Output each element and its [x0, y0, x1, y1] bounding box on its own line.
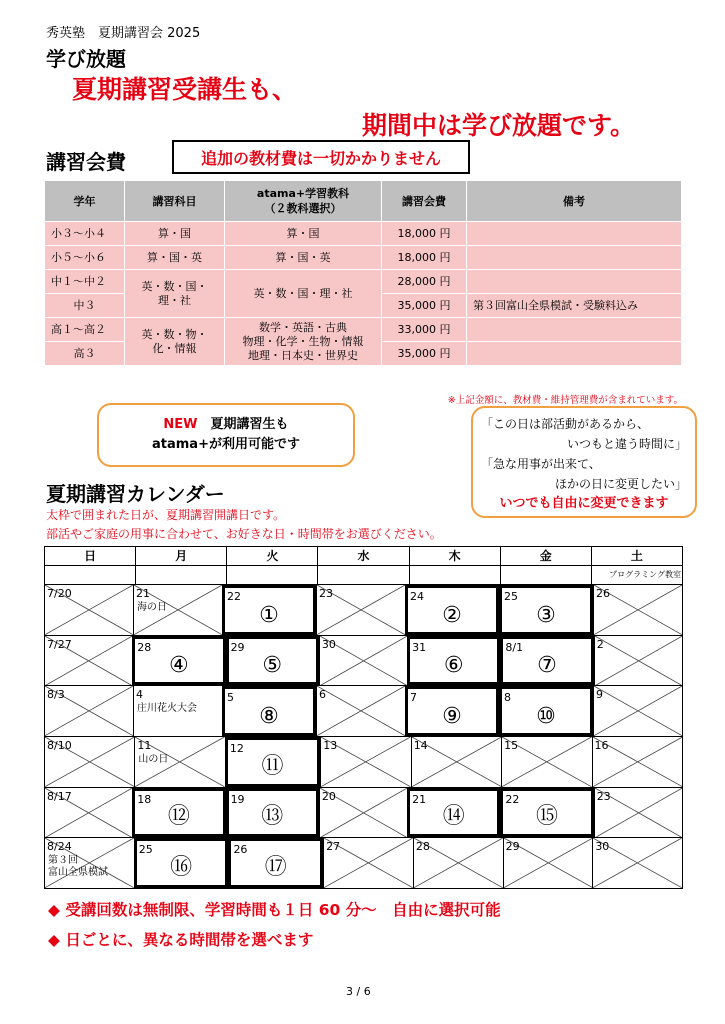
day-number: 29 — [230, 640, 245, 654]
session-number: ⑬ — [261, 804, 284, 830]
quote-1a: 「この日は部活動があるから、 — [481, 417, 650, 431]
header-fee: 講習会費 — [382, 181, 467, 222]
session-number: ⑨ — [442, 704, 462, 730]
fee-cell: 33,000 円 — [382, 318, 467, 342]
calendar-intro-2: 部活やご家庭の用事に合わせて、お好きな日・時間帯をお選びください。 — [46, 527, 442, 541]
calendar-day — [45, 636, 132, 686]
calendar-day-session — [500, 636, 593, 686]
day-number: 26 — [233, 843, 248, 857]
calendar-day — [593, 686, 682, 736]
quote-2a: 「急な用事が出来て、 — [481, 457, 601, 471]
session-number: ⑥ — [443, 653, 464, 679]
day-number: 13 — [323, 739, 338, 753]
session-number: ⑭ — [442, 804, 465, 830]
calendar-day — [593, 585, 682, 635]
calendar-day — [316, 585, 405, 635]
day-number: 26 — [596, 587, 610, 600]
session-number: ⑫ — [167, 804, 190, 830]
closed-day-cross — [594, 686, 682, 736]
day-number: 8/24 — [47, 840, 72, 854]
day-number: 8/3 — [47, 688, 65, 702]
calendar-title: 夏期講習カレンダー — [46, 482, 225, 506]
day-number: 9 — [596, 688, 603, 702]
calendar-day — [45, 686, 133, 736]
day-number: 27 — [326, 840, 341, 854]
day-number: 5 — [227, 691, 234, 705]
calendar-week-row — [45, 686, 682, 737]
calendar-weekday-header — [45, 547, 682, 566]
atama-cell: 算・国 — [225, 222, 382, 246]
calendar-day-session — [132, 636, 225, 686]
summer-calendar — [44, 546, 683, 889]
change-anytime-answer: いつでも自由に変更できます — [499, 496, 669, 511]
day-number: 23 — [596, 789, 611, 803]
day-number: 19 — [230, 792, 245, 806]
calendar-week-row — [45, 838, 682, 888]
calendar-day — [320, 737, 410, 787]
calendar-day — [134, 737, 224, 787]
calendar-day — [133, 585, 222, 635]
calendar-day — [45, 788, 132, 838]
calendar-day — [319, 636, 407, 686]
calendar-day — [501, 737, 591, 787]
calendar-week-row — [45, 585, 682, 636]
day-number: 18 — [137, 792, 152, 806]
calendar-day — [503, 838, 593, 888]
session-number: ⑧ — [259, 704, 279, 730]
callout-new-line1: 夏期講習生も — [210, 417, 289, 432]
session-number: ① — [259, 602, 279, 628]
session-number: ⑤ — [262, 653, 283, 679]
calendar-day-session — [222, 585, 316, 635]
subjects-cell: 英・数・物・化・情報 — [125, 318, 225, 366]
session-number: ⑯ — [170, 855, 193, 881]
quote-2b: ほかの日に変更したい」 — [554, 477, 687, 491]
calendar-day — [592, 737, 682, 787]
calendar-day — [316, 686, 405, 736]
session-number: ⑩ — [536, 704, 556, 730]
note-cell — [467, 270, 682, 294]
no-extra-fee-note: 追加の教材費は一切かかりません — [172, 140, 470, 174]
grade-cell: 小３～小４ — [45, 222, 125, 246]
bullet-unlimited: ◆ 受講回数は無制限、学習時間も１日 60 分～ 自由に選択可能 — [48, 901, 501, 919]
page-number: 3 / 6 — [346, 985, 371, 998]
calendar-note-row — [45, 566, 682, 585]
weekday-sat: 土 — [591, 547, 682, 565]
calendar-day — [411, 737, 501, 787]
day-number: 20 — [321, 789, 336, 803]
programming-class-note: プログラミング教室 — [591, 566, 682, 584]
calendar-day-session — [228, 838, 323, 888]
new-tag: NEW — [163, 417, 198, 432]
note-cell: 第３回富山全県模試・受験料込み — [467, 294, 682, 318]
calendar-day — [594, 636, 682, 686]
note-cell — [467, 222, 682, 246]
subjects-cell: 英・数・国・理・社 — [125, 270, 225, 318]
calendar-day — [594, 788, 682, 838]
day-note: 山の日 — [138, 754, 169, 766]
day-number: 11 — [137, 739, 152, 753]
day-number: 16 — [594, 739, 609, 753]
day-number: 8 — [504, 691, 511, 705]
calendar-day-session — [222, 686, 316, 736]
calendar-intro-1: 太枠で囲まれた日が、夏期講習開講日です。 — [46, 508, 286, 522]
day-number: 28 — [415, 840, 430, 854]
atama-cell: 英・数・国・理・社 — [225, 270, 382, 318]
fee-table-header — [45, 181, 682, 222]
table-row — [45, 222, 682, 246]
fee-table — [44, 180, 682, 366]
grade-cell: 高１～高２ — [45, 318, 125, 342]
day-note: 庄川花火大会 — [137, 703, 197, 715]
session-number: ② — [442, 602, 462, 628]
day-number: 25 — [504, 590, 518, 603]
day-number: 4 — [136, 688, 143, 702]
weekday-wed: 水 — [317, 547, 408, 565]
calendar-day-session — [132, 788, 225, 838]
calendar-day — [133, 686, 222, 736]
weekday-fri: 金 — [500, 547, 591, 565]
day-number: 6 — [319, 688, 326, 702]
day-number: 12 — [229, 742, 244, 756]
calendar-day-session — [405, 585, 499, 635]
fee-cell: 28,000 円 — [382, 270, 467, 294]
grade-cell: 中３ — [45, 294, 125, 318]
calendar-day-session — [407, 788, 500, 838]
day-number: 30 — [595, 840, 610, 854]
calendar-day-session — [225, 737, 320, 787]
day-note: 第３回 富山全県模試 — [48, 855, 108, 879]
calendar-day — [45, 838, 134, 888]
day-number: 25 — [138, 843, 153, 857]
calendar-body — [45, 585, 682, 888]
atama-cell: 算・国・英 — [225, 246, 382, 270]
day-number: 2 — [596, 637, 604, 651]
weekday-thu: 木 — [409, 547, 500, 565]
fee-cell: 35,000 円 — [382, 342, 467, 366]
bullet-time-slots: ◆ 日ごとに、異なる時間帯を選べます — [48, 931, 314, 949]
day-number: 21 — [136, 587, 150, 600]
note-cell — [467, 342, 682, 366]
calendar-day — [319, 788, 407, 838]
subjects-cell: 算・国 — [125, 222, 225, 246]
session-number: ③ — [536, 602, 556, 628]
day-number: 23 — [319, 587, 333, 600]
day-number: 8/17 — [47, 789, 72, 803]
subjects-cell: 算・国・英 — [125, 246, 225, 270]
session-number: ⑪ — [261, 753, 284, 779]
grade-cell: 中１～中２ — [45, 270, 125, 294]
fee-cell: 18,000 円 — [382, 246, 467, 270]
day-number: 8/1 — [505, 640, 524, 654]
fee-cell: 35,000 円 — [382, 294, 467, 318]
grade-cell: 小５～小６ — [45, 246, 125, 270]
fee-footnote: ※上記金額に、教材費・維持管理費が含まれています。 — [447, 395, 683, 406]
calendar-week-row — [45, 737, 682, 788]
calendar-day-session — [407, 636, 500, 686]
calendar-day — [413, 838, 503, 888]
day-number: 8/10 — [47, 739, 72, 753]
banner-line-2: 期間中は学び放題です。 — [362, 111, 636, 140]
closed-day-cross — [595, 636, 682, 686]
calendar-day-session — [226, 636, 319, 686]
session-number: ⑮ — [536, 804, 559, 830]
calendar-day — [323, 838, 413, 888]
session-number: ④ — [169, 653, 189, 679]
header-grade: 学年 — [45, 181, 125, 222]
calendar-day-session — [499, 686, 593, 736]
day-number: 31 — [412, 640, 427, 654]
calendar-day — [45, 737, 134, 787]
day-number: 24 — [410, 590, 424, 603]
quote-1b: いつもと違う時間に」 — [566, 437, 687, 451]
fee-section-title: 講習会費 — [46, 150, 126, 174]
closed-day-cross — [317, 686, 405, 736]
header-subjects: 講習科目 — [125, 181, 225, 222]
heading-free-learning: 学び放題 — [46, 47, 126, 71]
schedule-change-callout — [471, 406, 697, 518]
weekday-mon: 月 — [135, 547, 226, 565]
day-number: 7/20 — [47, 587, 72, 600]
day-number: 7 — [410, 691, 417, 705]
day-number: 21 — [412, 792, 427, 806]
weekday-sun: 日 — [84, 549, 97, 563]
calendar-day-session — [499, 585, 593, 635]
atama-new-callout — [97, 403, 355, 467]
table-row — [45, 246, 682, 270]
weekday-tue: 火 — [226, 547, 317, 565]
note-cell — [467, 246, 682, 270]
calendar-week-row — [45, 636, 682, 687]
calendar-day-session — [226, 788, 319, 838]
note-cell — [467, 318, 682, 342]
session-number: ⑦ — [537, 653, 557, 679]
banner-line-1: 夏期講習受講生も、 — [72, 75, 298, 104]
day-number: 14 — [413, 739, 428, 753]
callout-new-line2: atama+が利用可能です — [152, 437, 300, 452]
header-atama: atama+学習教科 （２教科選択） — [225, 181, 382, 222]
calendar-day — [592, 838, 682, 888]
day-number: 15 — [504, 739, 519, 753]
session-number: ⑰ — [264, 855, 287, 881]
day-number: 22 — [227, 590, 241, 603]
header-note: 備考 — [467, 181, 682, 222]
day-number: 22 — [505, 792, 520, 806]
day-number: 29 — [505, 840, 520, 854]
calendar-day-session — [500, 788, 593, 838]
table-row — [45, 270, 682, 294]
grade-cell: 高３ — [45, 342, 125, 366]
day-note: 海の日 — [137, 602, 167, 613]
calendar-day-session — [134, 838, 229, 888]
atama-cell: 数学・英語・古典 物理・化学・生物・情報 地理・日本史・世界史 — [225, 318, 382, 366]
day-number: 30 — [321, 637, 336, 651]
day-number: 28 — [137, 640, 152, 654]
calendar-day — [45, 585, 133, 635]
day-number: 7/27 — [47, 637, 72, 651]
calendar-week-row — [45, 788, 682, 839]
table-row — [45, 318, 682, 342]
fee-cell: 18,000 円 — [382, 222, 467, 246]
school-header: 秀英塾 夏期講習会 2025 — [46, 26, 201, 41]
calendar-day-session — [405, 686, 499, 736]
